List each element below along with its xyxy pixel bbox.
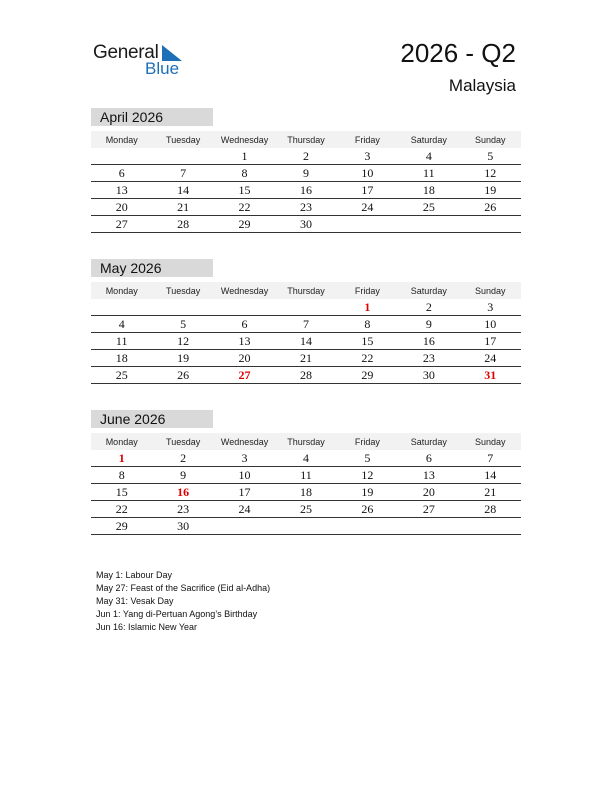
weekday-header: Saturday	[398, 433, 459, 450]
day-cell: 3	[214, 450, 275, 467]
empty-day-cell	[275, 518, 336, 535]
weekday-header: Sunday	[460, 282, 521, 299]
day-cell: 23	[275, 199, 336, 216]
day-cell: 8	[214, 165, 275, 182]
day-cell: 18	[275, 484, 336, 501]
day-cell: 7	[152, 165, 213, 182]
day-cell: 6	[214, 316, 275, 333]
day-cell: 5	[460, 148, 521, 165]
logo-text-general: General	[93, 42, 159, 63]
day-cell: 7	[275, 316, 336, 333]
week-row	[91, 367, 521, 384]
empty-day-cell	[91, 299, 152, 316]
day-cell: 16	[398, 333, 459, 350]
day-cell: 25	[398, 199, 459, 216]
month-block-april	[91, 108, 521, 233]
day-cell: 3	[460, 299, 521, 316]
day-cell: 9	[152, 467, 213, 484]
day-cell: 19	[337, 484, 398, 501]
day-cell: 12	[152, 333, 213, 350]
holiday-note: Jun 1: Yang di-Pertuan Agong’s Birthday	[96, 609, 258, 619]
empty-day-cell	[152, 299, 213, 316]
day-cell: 1	[91, 450, 152, 467]
day-cell: 10	[214, 467, 275, 484]
empty-day-cell	[337, 518, 398, 535]
weekday-header: Wednesday	[214, 433, 275, 450]
day-cell: 5	[152, 316, 213, 333]
page-title: 2026 - Q2	[400, 38, 516, 68]
day-cell: 3	[337, 148, 398, 165]
weekday-header: Thursday	[275, 433, 336, 450]
day-cell: 17	[337, 182, 398, 199]
day-cell: 20	[214, 350, 275, 367]
day-cell: 12	[337, 467, 398, 484]
day-cell: 9	[398, 316, 459, 333]
day-cell: 28	[152, 216, 213, 233]
day-cell: 18	[91, 350, 152, 367]
month-label: April 2026	[91, 108, 213, 126]
day-cell: 11	[275, 467, 336, 484]
day-cell: 18	[398, 182, 459, 199]
day-cell: 28	[460, 501, 521, 518]
day-cell: 17	[214, 484, 275, 501]
day-cell: 13	[91, 182, 152, 199]
weekday-header: Tuesday	[152, 433, 213, 450]
logo-text-blue: Blue	[145, 59, 180, 78]
day-cell: 29	[91, 518, 152, 535]
day-cell: 2	[398, 299, 459, 316]
empty-day-cell	[337, 216, 398, 233]
day-cell: 23	[398, 350, 459, 367]
day-cell: 30	[152, 518, 213, 535]
day-cell: 25	[91, 367, 152, 384]
day-cell: 13	[214, 333, 275, 350]
country-name: Malaysia	[448, 76, 516, 95]
month-block-may	[91, 259, 521, 384]
day-cell: 21	[152, 199, 213, 216]
day-cell: 22	[91, 501, 152, 518]
day-cell: 31	[460, 367, 521, 384]
day-cell: 16	[152, 484, 213, 501]
day-cell: 24	[460, 350, 521, 367]
empty-day-cell	[214, 518, 275, 535]
day-cell: 14	[152, 182, 213, 199]
day-cell: 19	[152, 350, 213, 367]
day-cell: 11	[398, 165, 459, 182]
day-cell: 30	[275, 216, 336, 233]
weekday-header: Monday	[91, 131, 152, 148]
day-cell: 14	[460, 467, 521, 484]
weekday-header: Friday	[337, 282, 398, 299]
weekday-header: Saturday	[398, 282, 459, 299]
day-cell: 24	[337, 199, 398, 216]
month-label: June 2026	[91, 410, 213, 428]
day-cell: 2	[275, 148, 336, 165]
month-table	[91, 282, 521, 384]
weekday-header: Tuesday	[152, 131, 213, 148]
month-label: May 2026	[91, 259, 213, 277]
holiday-note: May 27: Feast of the Sacrifice (Eid al-Adha)	[96, 583, 271, 593]
day-cell: 21	[460, 484, 521, 501]
day-cell: 14	[275, 333, 336, 350]
day-cell: 5	[337, 450, 398, 467]
weekday-header: Thursday	[275, 282, 336, 299]
day-cell: 9	[275, 165, 336, 182]
day-cell: 1	[337, 299, 398, 316]
weekday-header: Wednesday	[214, 282, 275, 299]
week-row	[91, 350, 521, 367]
day-cell: 10	[337, 165, 398, 182]
day-cell: 17	[460, 333, 521, 350]
day-cell: 8	[91, 467, 152, 484]
week-row	[91, 333, 521, 350]
month-table	[91, 433, 521, 535]
day-cell: 13	[398, 467, 459, 484]
day-cell: 16	[275, 182, 336, 199]
day-cell: 28	[275, 367, 336, 384]
empty-day-cell	[460, 518, 521, 535]
week-row	[91, 182, 521, 199]
weekday-header: Sunday	[460, 131, 521, 148]
holiday-note: Jun 16: Islamic New Year	[96, 622, 198, 632]
day-cell: 7	[460, 450, 521, 467]
week-row	[91, 199, 521, 216]
day-cell: 6	[398, 450, 459, 467]
weekday-header: Saturday	[398, 131, 459, 148]
week-row	[91, 501, 521, 518]
day-cell: 22	[214, 199, 275, 216]
day-cell: 30	[398, 367, 459, 384]
day-cell: 20	[91, 199, 152, 216]
day-cell: 23	[152, 501, 213, 518]
day-cell: 27	[214, 367, 275, 384]
weekday-header: Wednesday	[214, 131, 275, 148]
day-cell: 25	[275, 501, 336, 518]
week-row	[91, 299, 521, 316]
weekday-header: Thursday	[275, 131, 336, 148]
day-cell: 12	[460, 165, 521, 182]
day-cell: 4	[91, 316, 152, 333]
day-cell: 19	[460, 182, 521, 199]
month-block-june	[91, 410, 521, 535]
day-cell: 21	[275, 350, 336, 367]
holiday-note: May 31: Vesak Day	[96, 596, 174, 606]
weekday-header: Tuesday	[152, 282, 213, 299]
day-cell: 15	[337, 333, 398, 350]
day-cell: 22	[337, 350, 398, 367]
day-cell: 4	[275, 450, 336, 467]
day-cell: 20	[398, 484, 459, 501]
day-cell: 15	[91, 484, 152, 501]
day-cell: 27	[398, 501, 459, 518]
week-row	[91, 316, 521, 333]
day-cell: 15	[214, 182, 275, 199]
day-cell: 26	[460, 199, 521, 216]
week-row	[91, 148, 521, 165]
day-cell: 29	[214, 216, 275, 233]
empty-day-cell	[275, 299, 336, 316]
weekday-header: Monday	[91, 433, 152, 450]
empty-day-cell	[91, 148, 152, 165]
weekday-header: Monday	[91, 282, 152, 299]
generalblue-logo	[93, 40, 193, 80]
day-cell: 26	[337, 501, 398, 518]
day-cell: 4	[398, 148, 459, 165]
empty-day-cell	[152, 148, 213, 165]
day-cell: 8	[337, 316, 398, 333]
empty-day-cell	[214, 299, 275, 316]
day-cell: 11	[91, 333, 152, 350]
empty-day-cell	[398, 518, 459, 535]
month-table	[91, 131, 521, 233]
day-cell: 26	[152, 367, 213, 384]
empty-day-cell	[460, 216, 521, 233]
day-cell: 1	[214, 148, 275, 165]
day-cell: 27	[91, 216, 152, 233]
week-row	[91, 467, 521, 484]
weekday-header-row	[91, 131, 521, 148]
weekday-header: Friday	[337, 433, 398, 450]
week-row	[91, 518, 521, 535]
day-cell: 10	[460, 316, 521, 333]
weekday-header: Sunday	[460, 433, 521, 450]
day-cell: 24	[214, 501, 275, 518]
week-row	[91, 450, 521, 467]
week-row	[91, 484, 521, 501]
day-cell: 29	[337, 367, 398, 384]
weekday-header-row	[91, 433, 521, 450]
empty-day-cell	[398, 216, 459, 233]
holiday-note: May 1: Labour Day	[96, 570, 173, 580]
week-row	[91, 216, 521, 233]
weekday-header: Friday	[337, 131, 398, 148]
week-row	[91, 165, 521, 182]
holiday-notes	[96, 569, 270, 634]
weekday-header-row	[91, 282, 521, 299]
day-cell: 6	[91, 165, 152, 182]
day-cell: 2	[152, 450, 213, 467]
